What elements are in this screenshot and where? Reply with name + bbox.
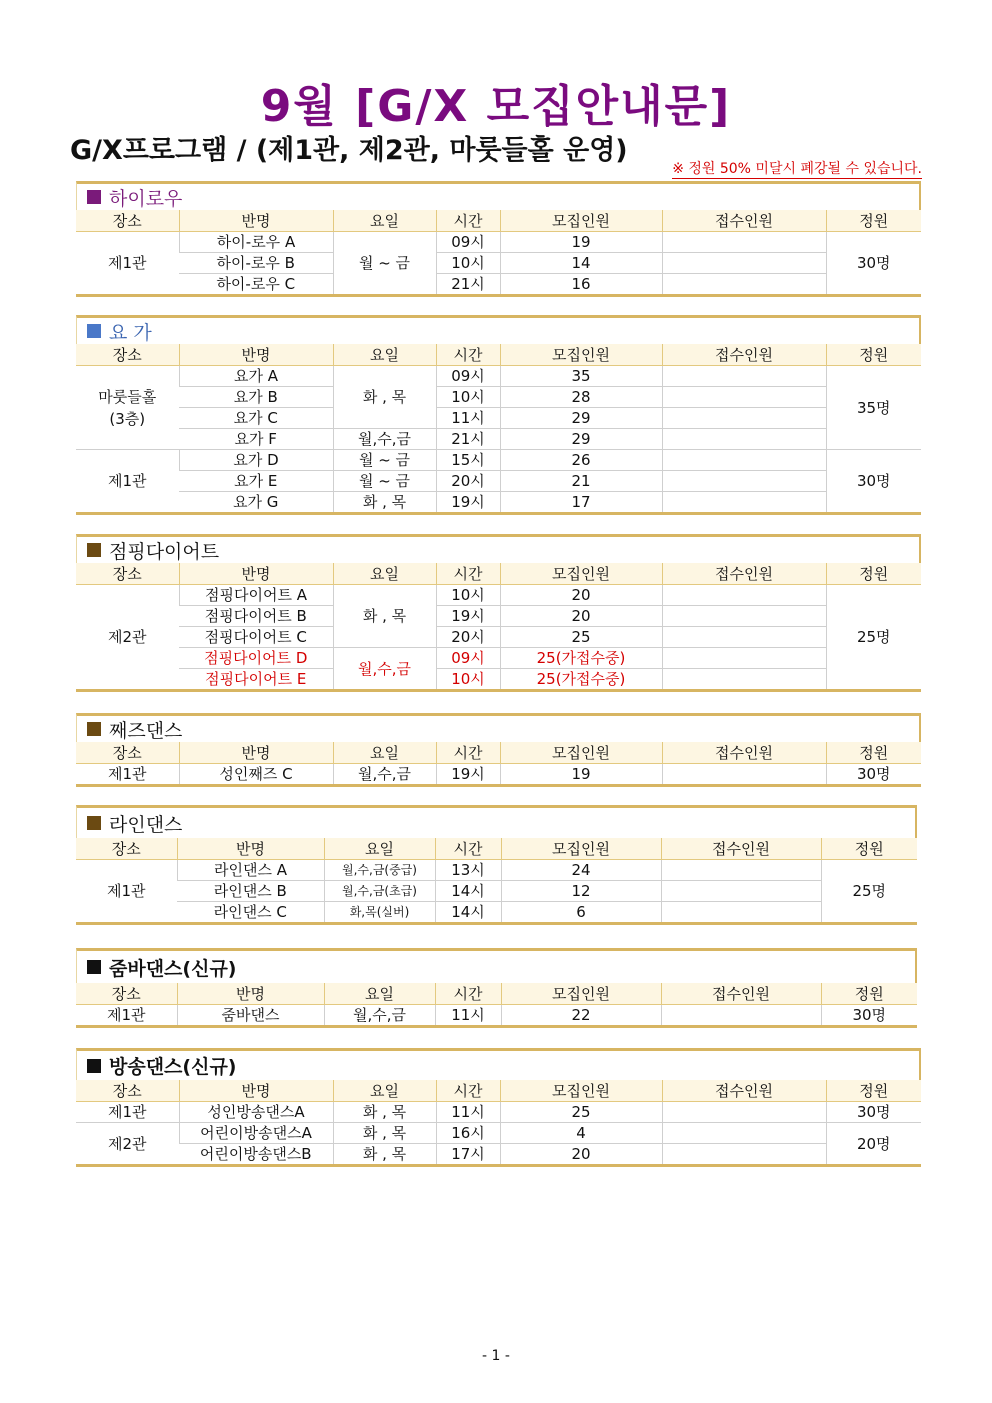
schedule-table — [76, 1080, 921, 1167]
time-cell: 10시 — [436, 253, 500, 274]
time-cell: 16시 — [436, 1123, 500, 1144]
place-cell: 제2관 — [107, 628, 147, 646]
place-cell: 제1관 — [76, 1102, 179, 1123]
recruit-cell: 20 — [500, 1144, 662, 1166]
table-row — [76, 492, 921, 514]
class-cell: 라인댄스 A — [177, 860, 324, 881]
col-header: 요일 — [333, 1080, 436, 1102]
registered-cell — [662, 1123, 826, 1144]
class-cell: 요가 E — [179, 471, 333, 492]
time-cell: 15시 — [436, 450, 500, 471]
col-header: 정원 — [826, 344, 921, 366]
registered-cell — [662, 648, 826, 669]
section-title: 라인댄스 — [109, 813, 183, 836]
col-header: 시간 — [436, 344, 500, 366]
class-cell: 점핑다이어트 B — [179, 606, 333, 627]
time-cell: 21시 — [436, 429, 500, 450]
class-cell: 요가 F — [179, 429, 333, 450]
class-cell: 어린이방송댄스A — [179, 1123, 333, 1144]
table-row — [76, 429, 921, 450]
col-header: 반명 — [179, 742, 333, 764]
col-header: 접수인원 — [662, 1080, 826, 1102]
recruit-cell: 12 — [501, 881, 661, 902]
days-cell: 화 , 목 — [333, 366, 436, 429]
square-bullet-icon — [87, 722, 101, 736]
registered-cell — [662, 429, 826, 450]
registered-cell — [662, 253, 826, 274]
recruit-cell: 25 — [500, 1102, 662, 1123]
time-cell: 09시 — [436, 232, 500, 253]
schedule-table — [76, 210, 921, 297]
page-number: - 1 - — [482, 1348, 510, 1364]
col-header: 모집인원 — [500, 742, 662, 764]
days-cell: 화 , 목 — [333, 492, 436, 514]
class-cell: 성인째즈 C — [179, 764, 333, 786]
col-header: 요일 — [324, 838, 435, 860]
class-cell: 점핑다이어트 C — [179, 627, 333, 648]
square-bullet-icon — [87, 324, 101, 338]
class-cell: 요가 A — [179, 366, 333, 387]
registered-cell — [662, 669, 826, 691]
section-title: 방송댄스(신규) — [109, 1056, 237, 1078]
col-header: 장소 — [76, 983, 177, 1005]
days-cell: 월,수,금(초급) — [324, 881, 435, 902]
registered-cell — [661, 902, 821, 924]
time-cell: 13시 — [435, 860, 501, 881]
section-yoga — [76, 315, 921, 515]
place-cell — [76, 366, 179, 450]
section-title: 째즈댄스 — [109, 719, 183, 742]
days-cell: 화 , 목 — [333, 1102, 436, 1123]
recruit-cell: 35 — [500, 366, 662, 387]
col-header: 접수인원 — [662, 563, 826, 585]
recruit-cell: 14 — [500, 253, 662, 274]
recruit-cell: 25 — [500, 627, 662, 648]
table-row — [76, 627, 921, 648]
registered-cell — [661, 1005, 821, 1027]
registered-cell — [662, 492, 826, 514]
class-cell: 하이-로우 A — [179, 232, 333, 253]
recruit-cell: 29 — [500, 408, 662, 429]
col-header: 접수인원 — [661, 838, 821, 860]
col-header: 모집인원 — [500, 344, 662, 366]
col-header: 요일 — [333, 210, 436, 232]
col-header: 접수인원 — [662, 210, 826, 232]
days-cell: 화 , 목 — [333, 585, 436, 648]
col-header: 정원 — [826, 742, 921, 764]
section-header — [76, 805, 917, 838]
days-cell: 화 , 목 — [333, 1144, 436, 1166]
section-header — [76, 713, 921, 742]
registered-cell — [662, 627, 826, 648]
col-header: 시간 — [435, 838, 501, 860]
table-row — [76, 450, 921, 471]
time-cell: 11시 — [436, 408, 500, 429]
table-row — [76, 408, 921, 429]
capacity-cell: 30명 — [826, 450, 921, 514]
time-cell: 09시 — [436, 648, 500, 669]
section-jazz — [76, 713, 921, 787]
place-cell: 제1관 — [106, 1006, 146, 1024]
recruit-cell: 25(가접수중) — [500, 669, 662, 691]
time-cell: 19시 — [436, 764, 500, 786]
recruit-cell: 19 — [500, 232, 662, 253]
capacity-cell: 25명 — [826, 585, 921, 691]
section-header — [76, 315, 921, 344]
col-header: 모집인원 — [500, 563, 662, 585]
class-cell: 어린이방송댄스B — [199, 1145, 312, 1163]
col-header: 모집인원 — [500, 1080, 662, 1102]
recruit-cell: 6 — [501, 902, 661, 924]
table-header-row — [76, 563, 921, 585]
section-title: 하이로우 — [109, 187, 183, 210]
schedule-table — [76, 838, 917, 925]
square-bullet-icon — [87, 816, 101, 830]
days-cell: 월 ~ 금 — [333, 471, 436, 492]
time-cell: 21시 — [436, 274, 500, 296]
col-header: 정원 — [826, 1080, 921, 1102]
place-cell: 제1관 — [106, 882, 146, 900]
registered-cell — [662, 366, 826, 387]
col-header: 장소 — [76, 742, 179, 764]
time-cell: 10시 — [436, 387, 500, 408]
capacity-cell: 35명 — [826, 366, 921, 450]
col-header: 반명 — [179, 1080, 333, 1102]
time-cell: 19시 — [436, 492, 500, 514]
capacity-cell: 30명 — [826, 232, 921, 296]
section-jumping — [76, 534, 921, 692]
table-row — [76, 1005, 917, 1027]
col-header: 모집인원 — [501, 838, 661, 860]
col-header: 반명 — [179, 210, 333, 232]
col-header: 장소 — [76, 1080, 179, 1102]
schedule-table — [76, 344, 921, 515]
time-cell: 11시 — [436, 1102, 500, 1123]
time-cell: 14시 — [435, 902, 501, 924]
class-cell: 하이-로우 B — [179, 253, 333, 274]
col-header: 반명 — [179, 563, 333, 585]
time-cell: 20시 — [436, 471, 500, 492]
col-header: 정원 — [821, 838, 917, 860]
place-cell: 제2관 — [107, 1134, 147, 1153]
schedule-table — [76, 563, 921, 692]
recruit-cell: 29 — [500, 429, 662, 450]
col-header: 접수인원 — [662, 742, 826, 764]
capacity-cell: 20명 — [826, 1123, 921, 1166]
recruit-cell: 24 — [501, 860, 661, 881]
table-row — [76, 253, 921, 274]
recruit-cell: 4 — [500, 1123, 662, 1144]
table-header-row — [76, 210, 921, 232]
recruit-cell: 28 — [500, 387, 662, 408]
registered-cell — [662, 1102, 826, 1123]
col-header: 반명 — [179, 344, 333, 366]
time-cell: 20시 — [436, 627, 500, 648]
table-row — [76, 1123, 921, 1144]
recruit-cell: 19 — [500, 764, 662, 786]
col-header: 요일 — [333, 563, 436, 585]
place-cell: 제1관 — [107, 765, 147, 783]
place-name: 마룻들홀 — [98, 387, 157, 406]
col-header: 시간 — [436, 1080, 500, 1102]
registered-cell — [662, 585, 826, 606]
time-cell: 17시 — [436, 1144, 500, 1166]
recruit-cell: 22 — [501, 1005, 661, 1027]
registered-cell — [662, 764, 826, 786]
time-cell: 14시 — [435, 881, 501, 902]
registered-cell — [662, 606, 826, 627]
place-floor: (3층) — [109, 409, 146, 428]
capacity-cell: 30명 — [821, 1005, 917, 1027]
col-header: 요일 — [324, 983, 435, 1005]
time-cell: 10시 — [436, 669, 500, 691]
col-header: 요일 — [333, 742, 436, 764]
section-title: 요 가 — [109, 321, 152, 344]
time-cell: 09시 — [436, 366, 500, 387]
days-cell: 월,수,금 — [324, 1005, 435, 1027]
registered-cell — [662, 387, 826, 408]
section-header — [76, 534, 921, 563]
col-header: 요일 — [333, 344, 436, 366]
capacity-cell: 30명 — [826, 1102, 921, 1123]
registered-cell — [662, 471, 826, 492]
col-header: 정원 — [821, 983, 917, 1005]
registered-cell — [661, 881, 821, 902]
table-row — [76, 648, 921, 669]
table-row — [76, 881, 917, 902]
col-header: 반명 — [177, 983, 324, 1005]
capacity-cell: 25명 — [821, 860, 917, 924]
class-cell: 줌바댄스 — [177, 1005, 324, 1027]
col-header: 접수인원 — [661, 983, 821, 1005]
class-cell: 요가 C — [179, 408, 333, 429]
days-cell: 월 ~ 금 — [333, 232, 436, 296]
recruit-cell: 26 — [500, 450, 662, 471]
col-header: 장소 — [76, 210, 179, 232]
class-cell: 점핑다이어트 A — [179, 585, 333, 606]
capacity-cell: 30명 — [826, 764, 921, 786]
recruit-cell: 21 — [500, 471, 662, 492]
registered-cell — [662, 1144, 826, 1166]
class-cell: 하이-로우 C — [216, 275, 296, 293]
class-cell: 성인방송댄스A — [179, 1102, 333, 1123]
recruit-cell: 20 — [500, 606, 662, 627]
days-cell: 월,수,금 — [333, 429, 436, 450]
col-header: 접수인원 — [662, 344, 826, 366]
recruit-cell: 25(가접수중) — [500, 648, 662, 669]
class-cell: 라인댄스 C — [213, 903, 287, 921]
table-row — [76, 232, 921, 253]
class-cell: 점핑다이어트 E — [205, 670, 307, 688]
recruit-cell: 20 — [500, 585, 662, 606]
days-cell: 화,목(실버) — [324, 902, 435, 924]
table-row — [76, 387, 921, 408]
section-header — [76, 948, 917, 983]
class-cell: 점핑다이어트 D — [179, 648, 333, 669]
section-broadcast — [76, 1048, 921, 1167]
table-row — [76, 764, 921, 786]
table-row — [76, 471, 921, 492]
schedule-table — [76, 742, 921, 787]
class-cell: 라인댄스 B — [177, 881, 324, 902]
recruit-cell: 16 — [500, 274, 662, 296]
col-header: 시간 — [436, 563, 500, 585]
place-cell: 제1관 — [107, 254, 147, 272]
time-cell: 11시 — [435, 1005, 501, 1027]
table-row — [76, 1102, 921, 1123]
section-linedance — [76, 805, 917, 925]
table-header-row — [76, 344, 921, 366]
registered-cell — [662, 232, 826, 253]
days-cell: 화 , 목 — [333, 1123, 436, 1144]
page-title: 9월 [G/X 모집안내문] — [260, 81, 732, 132]
registered-cell — [662, 274, 826, 296]
table-row — [76, 669, 921, 691]
section-header — [76, 181, 921, 210]
table-header-row — [76, 742, 921, 764]
table-header-row — [76, 1080, 921, 1102]
registered-cell — [662, 450, 826, 471]
recruit-cell: 17 — [500, 492, 662, 514]
col-header: 장소 — [76, 344, 179, 366]
days-cell: 월,수,금(중급) — [324, 860, 435, 881]
col-header: 장소 — [76, 563, 179, 585]
table-row — [76, 274, 921, 296]
table-row — [76, 860, 917, 881]
days-cell: 월,수,금 — [333, 648, 436, 691]
col-header: 시간 — [436, 742, 500, 764]
col-header: 정원 — [826, 210, 921, 232]
col-header: 시간 — [435, 983, 501, 1005]
page-subtitle: G/X프로그램 / (제1관, 제2관, 마룻들홀 운영) — [70, 135, 628, 166]
class-cell: 요가 B — [179, 387, 333, 408]
closure-notice: ※ 정원 50% 미달시 폐강될 수 있습니다. — [672, 161, 922, 177]
registered-cell — [661, 860, 821, 881]
table-header-row — [76, 983, 917, 1005]
section-zumba — [76, 948, 917, 1028]
square-bullet-icon — [87, 543, 101, 557]
days-cell: 월,수,금 — [333, 764, 436, 786]
section-header — [76, 1048, 921, 1080]
class-cell: 요가 G — [233, 493, 279, 511]
table-row — [76, 1144, 921, 1166]
col-header: 시간 — [436, 210, 500, 232]
square-bullet-icon — [87, 960, 101, 974]
square-bullet-icon — [87, 1059, 101, 1073]
col-header: 반명 — [177, 838, 324, 860]
section-hilow — [76, 181, 921, 297]
col-header: 정원 — [826, 563, 921, 585]
time-cell: 19시 — [436, 606, 500, 627]
place-cell: 제1관 — [107, 472, 147, 490]
table-header-row — [76, 838, 917, 860]
table-row — [76, 585, 921, 606]
table-row — [76, 606, 921, 627]
section-title: 점핑다이어트 — [109, 540, 220, 563]
days-cell: 월 ~ 금 — [333, 450, 436, 471]
schedule-table — [76, 983, 917, 1028]
col-header: 모집인원 — [501, 983, 661, 1005]
section-title: 줌바댄스(신규) — [109, 957, 237, 980]
time-cell: 10시 — [436, 585, 500, 606]
col-header: 모집인원 — [500, 210, 662, 232]
square-bullet-icon — [87, 190, 101, 204]
table-row — [76, 902, 917, 924]
class-cell: 요가 D — [179, 450, 333, 471]
table-row — [76, 366, 921, 387]
registered-cell — [662, 408, 826, 429]
col-header: 장소 — [76, 838, 177, 860]
